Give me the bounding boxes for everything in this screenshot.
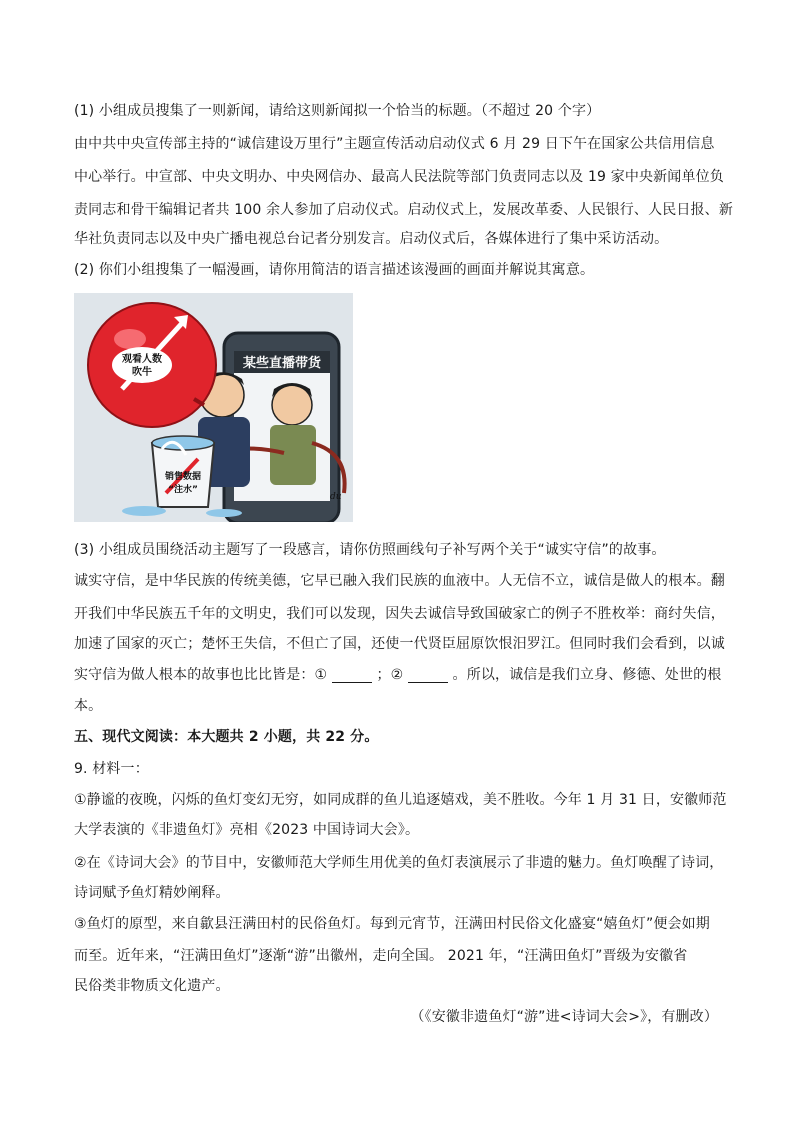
q2-prompt: (2) 你们小组搜集了一幅漫画，请你用简洁的语言描述该漫画的画面并解说其寓意。 bbox=[74, 262, 595, 278]
material-line: 而至。近年来，“汪满田鱼灯”逐渐“游”出徽州，走向全国。 2021 年，“汪满田鱼灯”晋级为安徽省 bbox=[74, 948, 688, 964]
q3-blank-line-start: 实守信为做人根本的故事也比比皆是：① bbox=[74, 667, 328, 683]
q3-line: 诚实守信，是中华民族的传统美德，它早已融入我们民族的血液中。人无信不立，诚信是做人的根本。翻 bbox=[74, 573, 725, 589]
q3-prompt: (3) 小组成员围绕活动主题写了一段感言，请你仿照画线句子补写两个关于“诚实守信”的故事。 bbox=[74, 542, 666, 558]
source-citation: （《安徽非遗鱼灯“游”进<诗词大会>》，有删改） bbox=[410, 1009, 718, 1025]
balloon-text: 吹牛 bbox=[132, 367, 152, 378]
answer-blank-2[interactable] bbox=[408, 668, 448, 683]
balloon-text: 观看人数 bbox=[122, 354, 162, 365]
q1-news-line: 责同志和骨干编辑记者共 100 余人参加了启动仪式。启动仪式上，发展改革委、人民银行、人民日报、新 bbox=[74, 202, 733, 218]
material-line: 民俗类非物质文化遗产。 bbox=[74, 978, 230, 994]
screen-title: 某些直播带货 bbox=[242, 356, 322, 371]
q1-news-line: 中心举行。中宣部、中央文明办、中央网信办、最高人民法院等部门负责同志以及 19 家中央新闻单位负 bbox=[74, 169, 724, 185]
material-line: ②在《诗词大会》的节目中，安徽师范大学师生用优美的鱼灯表演展示了非遗的魅力。鱼灯唤醒了诗词， bbox=[74, 855, 724, 871]
q1-news-line: 华社负责同志以及中央广播电视总台记者分别发言。启动仪式后，各媒体进行了集中采访活动。 bbox=[74, 231, 669, 247]
q3-line: 加速了国家的灭亡；楚怀王失信，不但亡了国，还使一代贤臣屈原饮恨汨罗江。但同时我们会看到，以诚 bbox=[74, 636, 725, 652]
q1-news-line: 由中共中央宣传部主持的“诚信建设万里行”主题宣传活动启动仪式 6 月 29 日下午在国家公共信用信息 bbox=[74, 136, 715, 152]
material-line: ①静谧的夜晚，闪烁的鱼灯变幻无穷，如同成群的鱼儿追逐嬉戏，美不胜收。今年 1 月 31 日，安徽师范 bbox=[74, 792, 727, 808]
section-title: 五、现代文阅读：本大题共 2 小题，共 22 分。 bbox=[74, 729, 379, 745]
answer-blank-1[interactable] bbox=[332, 668, 372, 683]
cartoon-signature: du bbox=[330, 492, 342, 502]
q3-blank-line-end: 。所以，诚信是我们立身、修德、处世的根 bbox=[452, 667, 722, 683]
bucket-text: 销售数据 bbox=[164, 472, 202, 482]
bucket-text: “注水” bbox=[168, 485, 198, 495]
material-line: ③鱼灯的原型，来自歙县汪满田村的民俗鱼灯。每到元宵节，汪满田村民俗文化盛宴“嬉鱼灯”便会如期 bbox=[74, 916, 710, 932]
cartoon-image bbox=[74, 293, 353, 522]
q3-last-line: 本。 bbox=[74, 698, 103, 714]
q3-line: 开我们中华民族五千年的文明史，我们可以发现，因失去诚信导致国破家亡的例子不胜枚举：商纣失信， bbox=[74, 606, 725, 622]
q3-blank-line bbox=[74, 659, 720, 692]
q3-blank-sep: ；② bbox=[376, 667, 404, 683]
material-line: 诗词赋予鱼灯精妙阐释。 bbox=[74, 885, 230, 901]
material-line: 大学表演的《非遗鱼灯》亮相《2023 中国诗词大会》。 bbox=[74, 822, 420, 838]
q9-title: 9. 材料一： bbox=[74, 761, 149, 777]
q1-prompt: (1) 小组成员搜集了一则新闻，请给这则新闻拟一个恰当的标题。（不超过 20 个字） bbox=[74, 103, 601, 119]
